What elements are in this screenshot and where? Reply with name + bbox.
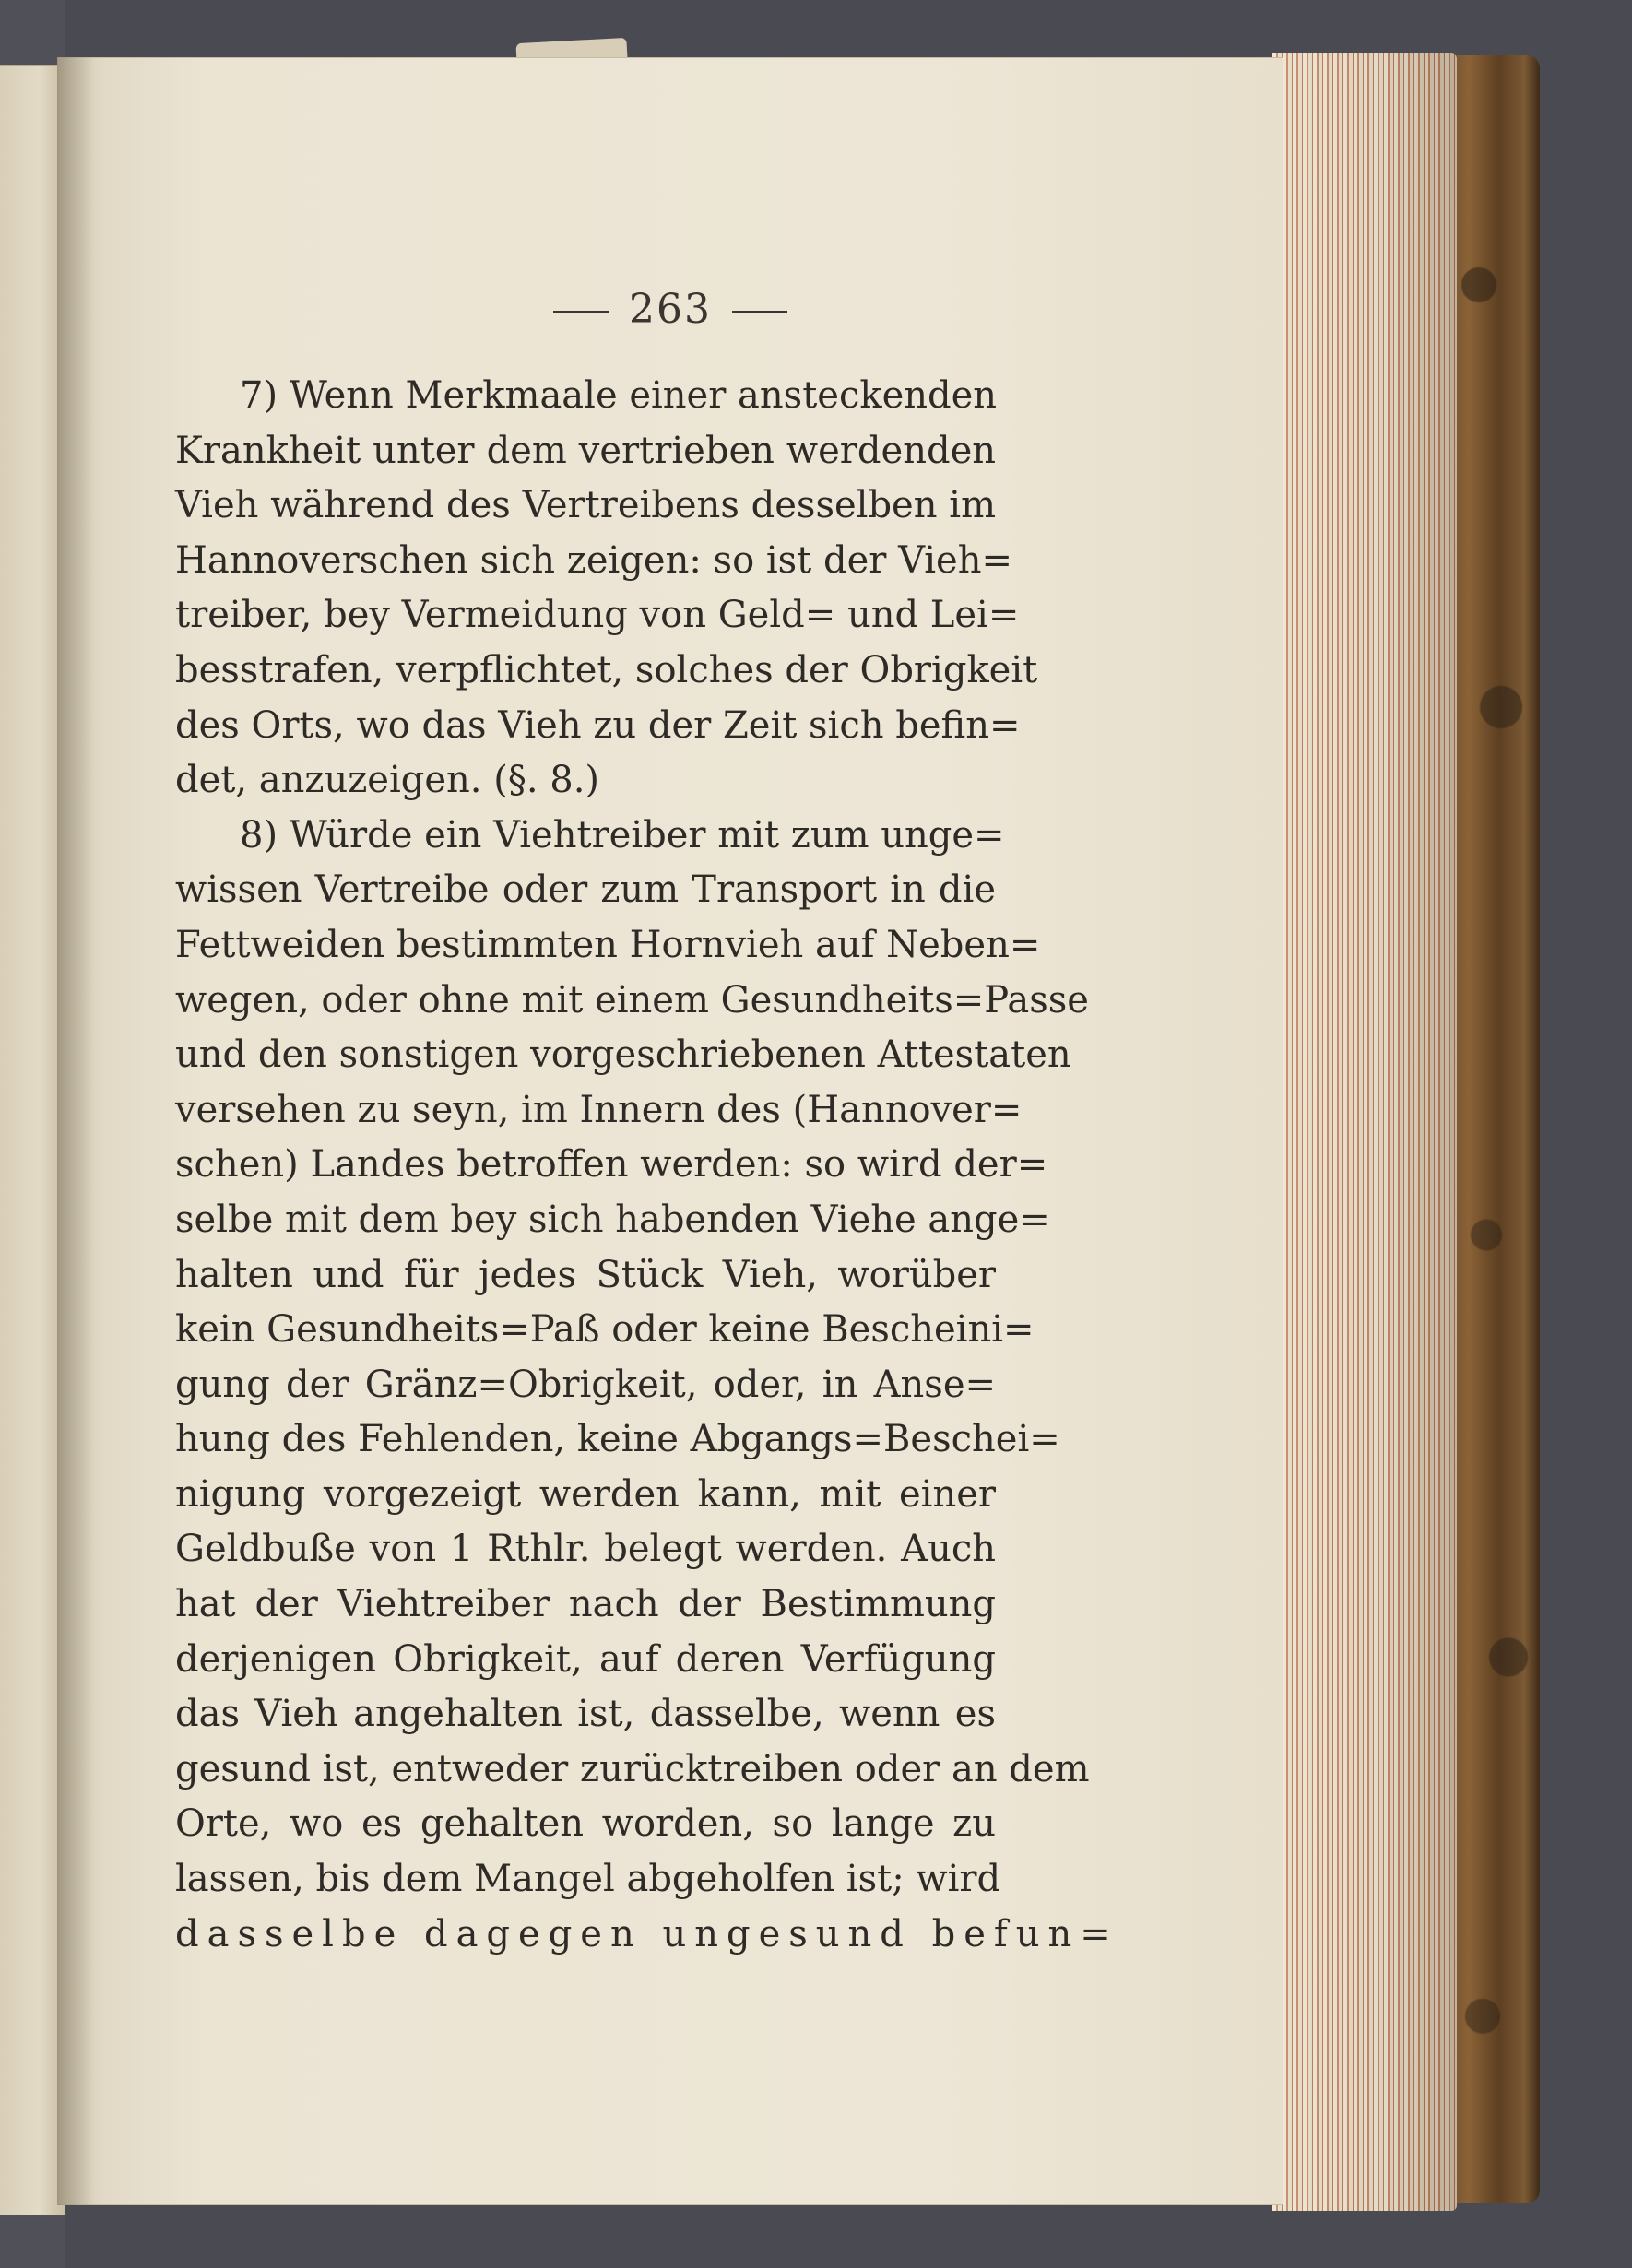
text-line: selbe mit dem bey sich habenden Viehe ange=: [175, 1198, 1050, 1241]
left-page-edge: [0, 65, 65, 2215]
body-text: [175, 369, 1119, 1962]
gutter-shadow: [57, 57, 94, 2205]
text-line: dasselbe dagegen ungesund befun=: [175, 1912, 1119, 1955]
text-line: lassen, bis dem Mangel abgeholfen ist; wird: [175, 1858, 1001, 1901]
text-line: treiber, bey Vermeidung von Geld= und Lei=: [175, 594, 1020, 637]
text-line: Orte, wo es gehalten worden, so lange zu: [175, 1802, 996, 1846]
text-line: Fettweiden bestimmten Hornvieh auf Neben=: [175, 923, 1041, 966]
text-line: versehen zu seyn, im Innern des (Hannover=: [175, 1088, 1023, 1131]
text-line: gung der Gränz=Obrigkeit, oder, in Anse=: [175, 1363, 996, 1406]
text-line: det, anzuzeigen. (§. 8.): [175, 759, 600, 802]
text-line: das Vieh angehalten ist, dasselbe, wenn es: [175, 1693, 996, 1736]
text-line: nigung vorgezeigt werden kann, mit einer: [175, 1472, 996, 1516]
text-line: schen) Landes betroffen werden: so wird der=: [175, 1143, 1048, 1187]
text-line: gesund ist, entweder zurücktreiben oder an dem: [175, 1747, 1090, 1790]
cover-texture: [1457, 74, 1531, 2185]
text-line: wissen Vertreibe oder zum Transport in die: [175, 868, 996, 912]
page-edges-shade: [1272, 53, 1457, 2211]
text-line: besstrafen, verpflichtet, solches der Obrigkeit: [175, 648, 1038, 691]
text-line: hat der Viehtreiber nach der Bestimmung: [175, 1583, 996, 1626]
text-line: derjenigen Obrigkeit, auf deren Verfügung: [175, 1637, 996, 1681]
text-line: Hannoverschen sich zeigen: so ist der Vieh=: [175, 538, 1013, 582]
text-line: kein Gesundheits=Paß oder keine Bescheini=: [175, 1308, 1035, 1352]
text-line: Krankheit unter dem vertrieben werdenden: [175, 429, 996, 472]
text-line: Geldbuße von 1 Rthlr. belegt werden. Auch: [175, 1528, 996, 1571]
page-header: [57, 286, 1283, 333]
header-dash-right: [732, 311, 787, 313]
text-line: des Orts, wo das Vieh zu der Zeit sich befin=: [175, 703, 1021, 747]
text-line: 7) Wenn Merkmaale einer ansteckenden: [240, 374, 998, 417]
page-number: 263: [629, 286, 712, 333]
text-line: Vieh während des Vertreibens desselben im: [175, 484, 996, 527]
text-line: 8) Würde ein Viehtreiber mit zum unge=: [240, 813, 1005, 856]
text-line: hung des Fehlenden, keine Abgangs=Beschei=: [175, 1418, 1060, 1461]
text-line: halten und für jedes Stück Vieh, worüber: [175, 1253, 996, 1296]
text-line: wegen, oder ohne mit einem Gesundheits=Passe: [175, 978, 1089, 1022]
text-line: und den sonstigen vorgeschriebenen Attestaten: [175, 1034, 1071, 1077]
header-dash-left: [553, 311, 609, 313]
